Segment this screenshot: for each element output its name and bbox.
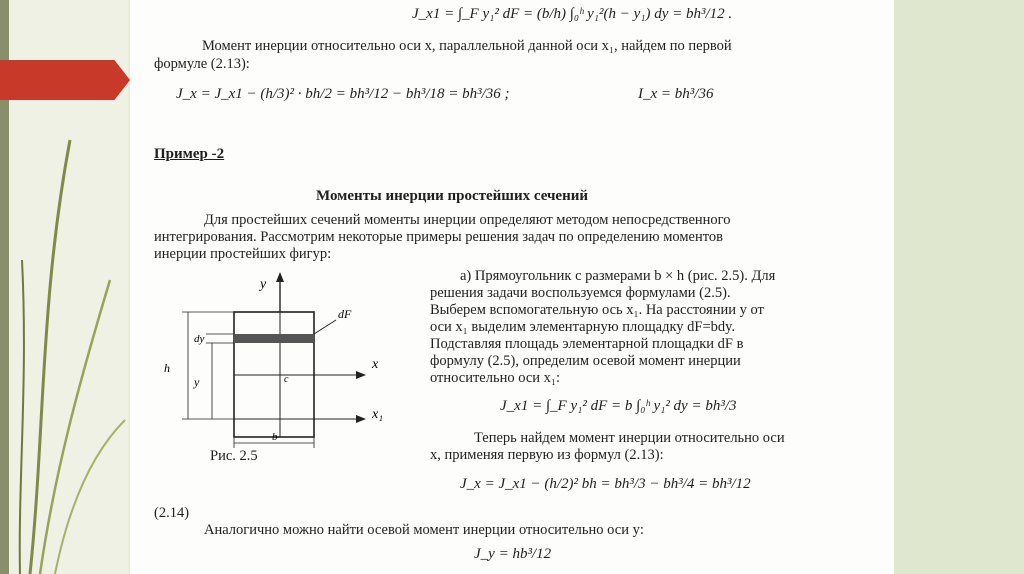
figure-caption: Рис. 2.5 [210,448,258,464]
y-axis-arrow [276,272,284,282]
intro-line: Для простейших сечений моменты инерции определяют методом непосредственного [204,212,731,228]
rect-text-line: Подставляя площадь элементарной площадки dF в [430,336,744,352]
rect-text-line: оси x₁ выделим элементарную площадку dF=bdy. [430,319,736,335]
fig-label-h: h [164,361,170,375]
figure-rectangle-section [150,268,420,464]
example-heading: Пример -2 [154,146,225,162]
rect-text-line: Выберем вспомогательную ось x₁. На расстоянии y от [430,302,764,318]
intro-line: инерции простейших фигур: [154,246,332,262]
formula-jx-triangle: J_x = J_x1 − (h/3)² · bh/2 = bh³/12 − bh³/18 = bh³/36 ; [176,86,510,102]
intro-line: интегрирования. Рассмотрим некоторые примеры решения задач по определению моментов [154,229,723,245]
fig-label-x: x [372,357,379,372]
formula-ix-result: I_x = bh³/36 [638,86,714,102]
paragraph-line: Аналогично можно найти осевой момент инерции относительно оси y: [204,522,644,538]
fig-label-y-dim: y [194,375,200,389]
fig-label-x1: x₁ [372,407,384,422]
rect-text-line: решения задачи воспользуемся формулами (2.5). [430,285,731,301]
rect-text-line: а) Прямоугольник с размерами b × h (рис. 2.5). Для [460,268,776,284]
formula-jy-rect: J_y = hb³/12 [474,546,552,562]
formula-jx-rect: J_x = J_x1 − (h/2)² bh = bh³/3 − bh³/4 = bh³/12 [460,476,751,492]
slide-marker [0,60,130,100]
rect-text-line: относительно оси x₁: [430,370,560,386]
elementary-strip [234,334,314,343]
formula-jx1-rect-triangle: J_x1 = ∫_F y₁² dF = (b/h) ∫₀ʰ y₁²(h − y₁) dy = bh³/12 . [412,6,733,22]
paragraph-line: формуле (2.13): [154,56,250,72]
fig-label-b: b [272,431,278,443]
paragraph-line: Теперь найдем момент инерции относительно оси [474,430,785,446]
fig-label-dy: dy [194,333,205,345]
fig-label-c: c [284,374,289,385]
paragraph-line: x, применяя первую из формул (2.13): [430,447,664,463]
dF-leader [314,320,336,334]
right-decor-band [894,0,1024,574]
formula-jx1-rect: J_x1 = ∫_F y₁² dF = b ∫₀ʰ y₁² dy = bh³/3 [500,398,737,414]
fig-label-y: y [260,277,267,292]
document-page [130,0,894,574]
fig-label-dF: dF [338,307,352,321]
x-axis-arrow [356,371,366,379]
rect-text-line: формулу (2.5), определим осевой момент инерции [430,353,741,369]
equation-number: (2.14) [154,505,190,521]
x1-axis-arrow [356,415,366,423]
section-title: Моменты инерции простейших сечений [316,188,589,204]
paragraph-line: Момент инерции относительно оси x, параллельной данной оси x₁, найдем по первой [202,38,732,54]
